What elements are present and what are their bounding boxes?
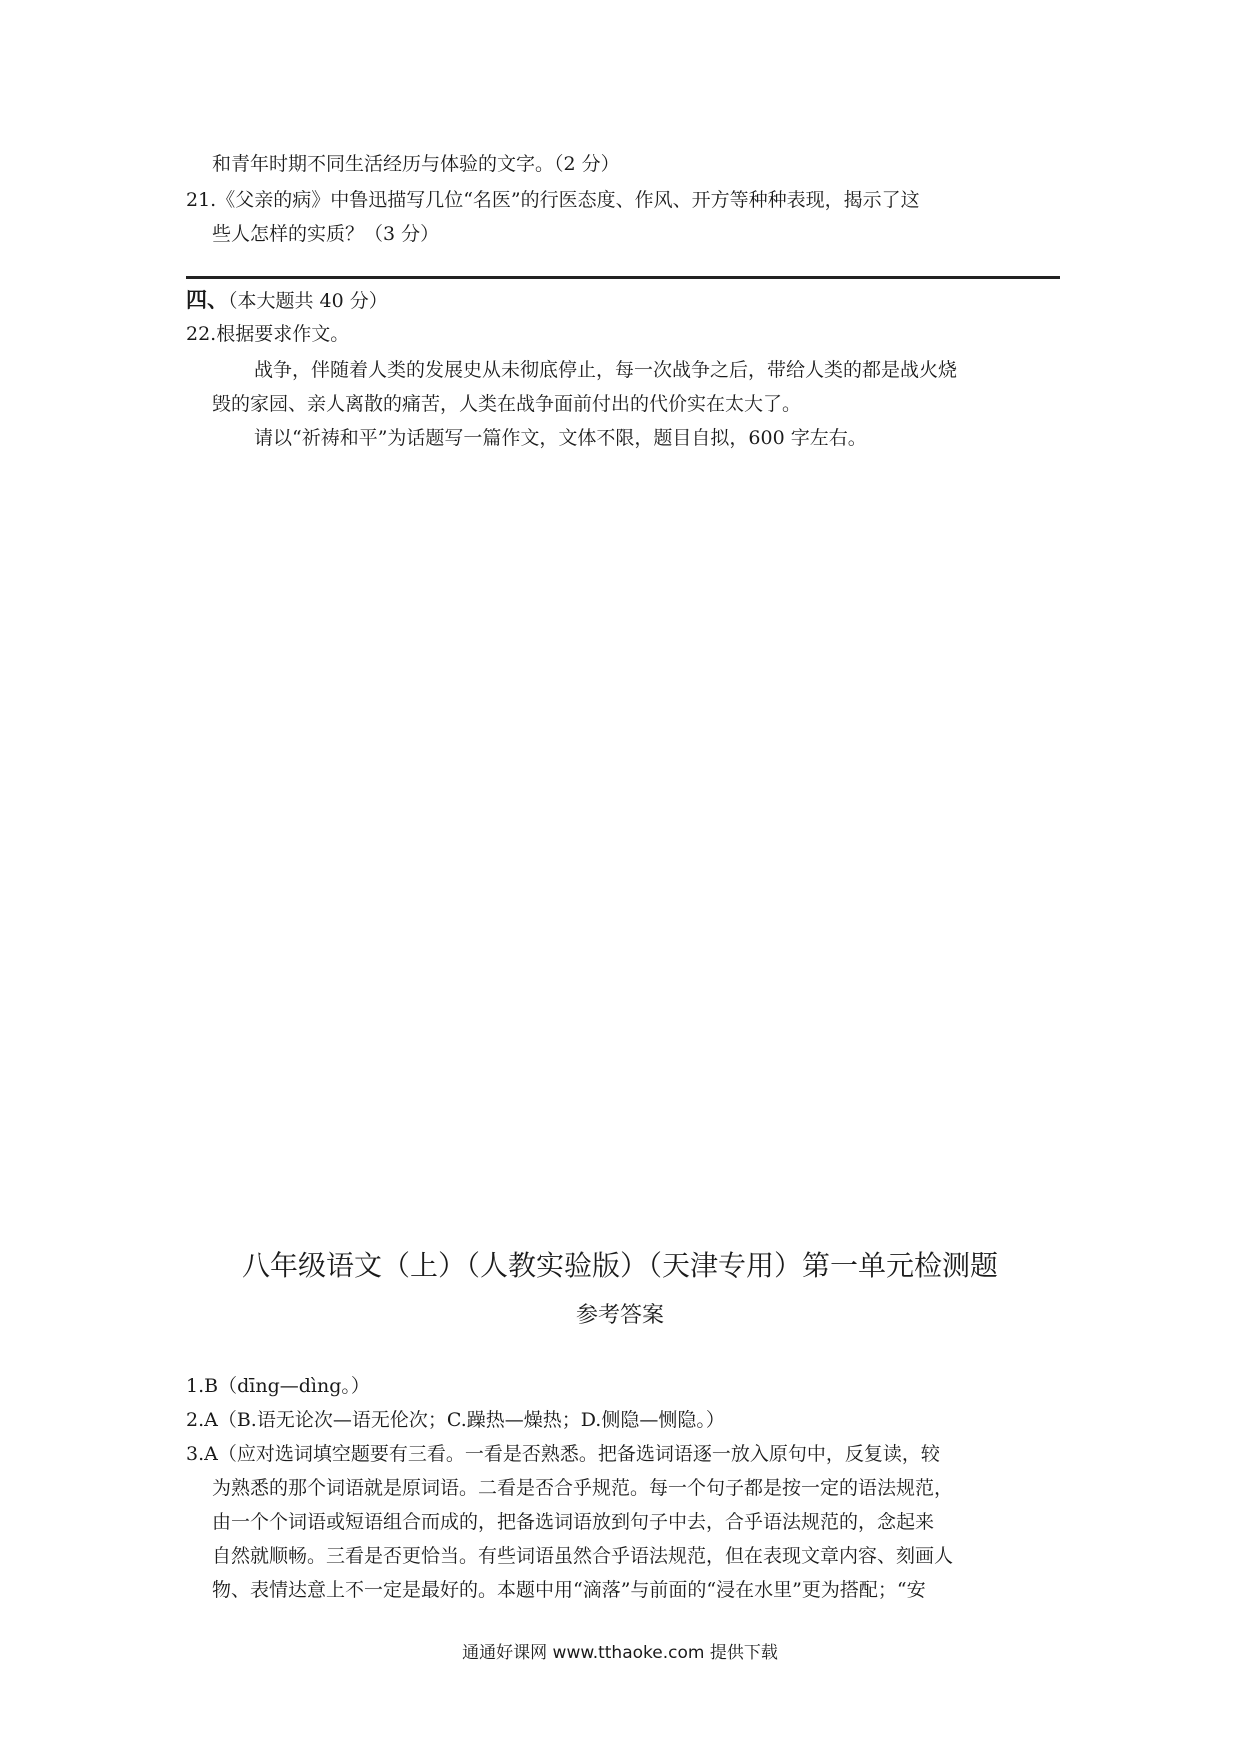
page-footer: 通通好课网 www.tthaoke.com 提供下载 <box>462 1643 778 1663</box>
answer-3-line-5: 物、表情达意上不一定是最好的。本题中用“滴落”与前面的“浸在水里”更为搭配；“安 <box>212 1579 926 1601</box>
answer-2: 2.A（B.语无论次—语无伦次；C.躁热—燥热；D.侧隐—恻隐。） <box>186 1409 725 1431</box>
answer-3-line-4: 自然就顺畅。三看是否更恰当。有些词语虽然合乎语法规范，但在表现文章内容、刻画人 <box>212 1545 954 1567</box>
answer-3-line-1: 3.A（应对选词填空题要有三看。一看是否熟悉。把备选词语逐一放入原句中，反复读，较 <box>186 1443 940 1465</box>
answers-subtitle: 参考答案 <box>575 1303 664 1328</box>
answer-3-line-3: 由一个个词语或短语组合而成的，把备选词语放到句子中去，合乎语法规范的，念起来 <box>212 1511 935 1533</box>
section-divider <box>186 276 1060 279</box>
section-four-heading <box>186 286 388 315</box>
section-four-note: （本大题共 40 分） <box>228 290 388 312</box>
answer-3-line-2: 为熟悉的那个词语就是原词语。二看是否合乎规范。每一个句子都是按一定的语法规范， <box>212 1477 954 1499</box>
prompt-paragraph-1-line-1: 战争，伴随着人类的发展史从未彻底停止，每一次战争之后，带给人类的都是战火烧 <box>254 359 958 381</box>
question-21-line-1: 21.《父亲的病》中鲁迅描写几位“名医”的行医态度、作风、开方等种种表现，揭示了这 <box>186 189 920 211</box>
question-22-title: 22.根据要求作文。 <box>186 323 350 345</box>
prompt-paragraph-2: 请以“祈祷和平”为话题写一篇作文，文体不限，题目自拟，600 字左右。 <box>254 427 867 449</box>
answers-title: 八年级语文（上）（人教实验版）（天津专用）第一单元检测题 <box>241 1249 998 1282</box>
prompt-paragraph-1-line-2: 毁的家园、亲人离散的痛苦，人类在战争面前付出的代价实在太大了。 <box>212 393 802 415</box>
section-four-number: 四、 <box>186 287 228 312</box>
question-21-line-2: 些人怎样的实质？（3 分） <box>212 223 440 245</box>
answer-1: 1.B（dīng—dìng。） <box>186 1375 370 1397</box>
question-20-continuation: 和青年时期不同生活经历与体验的文字。（2 分） <box>212 153 620 175</box>
